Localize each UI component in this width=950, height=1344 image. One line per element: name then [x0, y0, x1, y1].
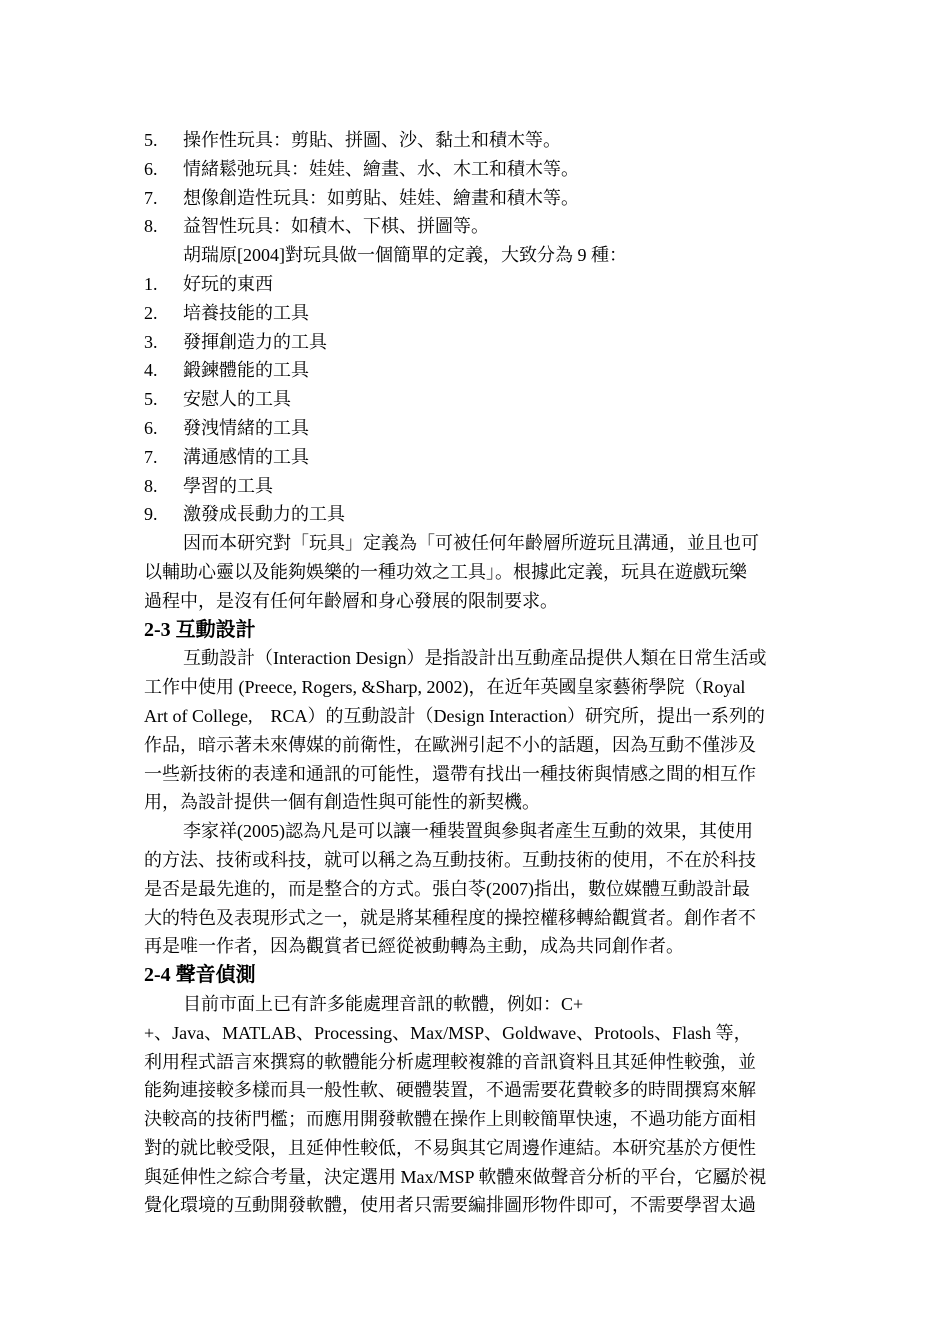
paragraph-line: 工作中使用 (Preece, Rogers, &Sharp, 2002)，在近年英國皇家藝術學院（Royal	[144, 677, 746, 698]
list-item	[144, 270, 806, 299]
paragraph-line: 作品，暗示著未來傳媒的前衛性，在歐洲引起不小的話題，因為互動不僅涉及	[144, 734, 756, 755]
paragraph-line: 一些新技術的表達和通訊的可能性，還帶有找出一種技術與情感之間的相互作	[144, 763, 756, 784]
section-heading-2-3: 2-3 互動設計	[144, 618, 256, 641]
list-number: 3.	[144, 331, 158, 352]
paragraph-line: 大的特色及表現形式之一，就是將某種程度的操控權移轉給觀賞者。創作者不	[144, 907, 756, 928]
paragraph-line: 與延伸性之綜合考量，決定選用 Max/MSP 軟體來做聲音分析的平台，它屬於視	[144, 1166, 767, 1187]
list-number: 5.	[144, 130, 158, 150]
list-number: 1.	[144, 273, 158, 294]
list-number: 6.	[144, 158, 158, 179]
paragraph-line: 過程中，是沒有任何年齡層和身心發展的限制要求。	[144, 590, 558, 611]
paragraph-line: 用，為設計提供一個有創造性與可能性的新契機。	[144, 792, 540, 813]
paragraph-line: 是否是最先進的，而是整合的方式。張白苓(2007)指出，數位媒體互動設計最	[144, 878, 750, 899]
list-item	[144, 184, 806, 213]
list-text: 發洩情緒的工具	[183, 417, 309, 438]
list-text: 培養技能的工具	[183, 302, 309, 323]
list-item	[144, 126, 806, 155]
list-text: 操作性玩具：剪貼、拼圖、沙、黏土和積木等。	[183, 130, 561, 150]
paragraph-line: 再是唯一作者，因為觀賞者已經從被動轉為主動，成為共同創作者。	[144, 936, 684, 957]
list-item	[144, 299, 806, 328]
interaction-design-paragraph	[144, 644, 806, 817]
list-text: 益智性玩具：如積木、下棋、拼圖等。	[183, 216, 489, 237]
paragraph-line: +、Java、MATLAB、Processing、Max/MSP、Goldwave、Protools、Flash 等，	[144, 1022, 752, 1043]
list-number: 6.	[144, 417, 158, 438]
list-item	[144, 385, 806, 414]
list-item	[144, 212, 806, 241]
toy-definition-list	[144, 270, 806, 529]
toy-definition-paragraph	[144, 529, 806, 615]
list-number: 7.	[144, 187, 158, 208]
list-item	[144, 443, 806, 472]
paragraph-line: 決較高的技術門檻；而應用開發軟體在操作上則較簡單快速，不過功能方面相	[144, 1109, 756, 1130]
paragraph-line: 李家祥(2005)認為凡是可以讓一種裝置與參與者產生互動的效果，其使用	[183, 821, 753, 842]
toy-category-list	[144, 126, 806, 241]
sound-detection-paragraph	[144, 990, 806, 1220]
paragraph-line: Art of College, RCA）的互動設計（Design Interaction）研究所，提出一系列的	[144, 705, 765, 726]
section-heading-2-4: 2-4 聲音偵測	[144, 964, 256, 987]
list-text: 激發成長動力的工具	[183, 504, 345, 525]
paragraph-line: 目前市面上已有許多能處理音訊的軟體，例如：C+	[183, 993, 584, 1014]
interaction-technology-paragraph	[144, 817, 806, 961]
list-item	[144, 155, 806, 184]
list-text: 安慰人的工具	[183, 389, 291, 410]
list-item	[144, 472, 806, 501]
list-number: 8.	[144, 475, 158, 496]
list-number: 7.	[144, 446, 158, 467]
list-text: 鍛鍊體能的工具	[183, 360, 309, 381]
list-item	[144, 356, 806, 385]
list-number: 8.	[144, 216, 158, 237]
list-item	[144, 500, 806, 529]
list-text: 好玩的東西	[183, 273, 273, 294]
list-number: 2.	[144, 302, 158, 323]
document-page	[144, 126, 806, 1220]
paragraph-line: 對的就比較受限，且延伸性較低，不易與其它周邊作連結。本研究基於方便性	[144, 1137, 756, 1158]
paragraph-line: 互動設計（Interaction Design）是指設計出互動產品提供人類在日常生活或	[183, 648, 767, 669]
list-text: 學習的工具	[183, 475, 273, 496]
list-item	[144, 328, 806, 357]
paragraph-line: 利用程式語言來撰寫的軟體能分析處理較複雜的音訊資料且其延伸性較強，並	[144, 1051, 756, 1072]
list-number: 9.	[144, 504, 158, 525]
list-text: 想像創造性玩具：如剪貼、娃娃、繪畫和積木等。	[183, 187, 579, 208]
paragraph-line: 能夠連接較多樣而具一般性軟、硬體裝置，不過需要花費較多的時間撰寫來解	[144, 1080, 756, 1101]
paragraph-line: 的方法、技術或科技，就可以稱之為互動技術。互動技術的使用，不在於科技	[144, 849, 756, 870]
list-number: 4.	[144, 360, 158, 381]
paragraph-line: 以輔助心靈以及能夠娛樂的一種功效之工具」。根據此定義，玩具在遊戲玩樂	[144, 561, 747, 582]
list-text: 情緒鬆弛玩具：娃娃、繪畫、水、木工和積木等。	[183, 158, 579, 179]
list-item	[144, 414, 806, 443]
paragraph-line: 因而本研究對「玩具」定義為「可被任何年齡層所遊玩且溝通，並且也可	[183, 533, 759, 554]
list-number: 5.	[144, 389, 158, 410]
list-text: 溝通感情的工具	[183, 446, 309, 467]
list-text: 發揮創造力的工具	[183, 331, 327, 352]
paragraph-line: 覺化環境的互動開發軟體，使用者只需要編排圖形物件即可，不需要學習太過	[144, 1195, 756, 1216]
intro-sentence: 胡瑞原[2004]對玩具做一個簡單的定義，大致分為 9 種：	[183, 245, 627, 266]
